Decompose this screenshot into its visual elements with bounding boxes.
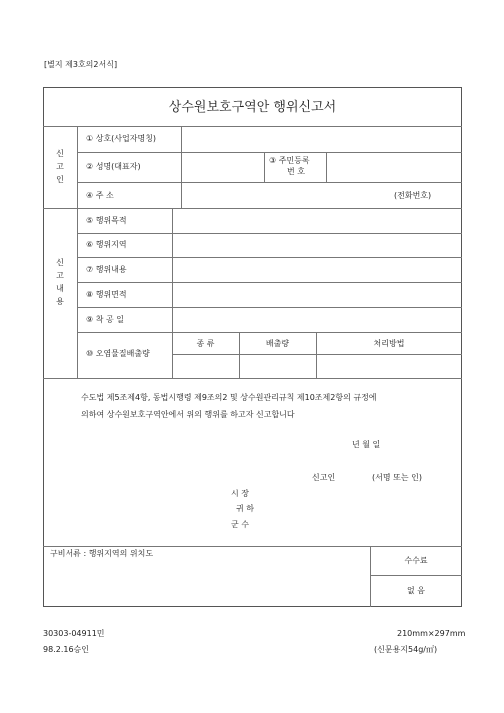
declaration-text: 의하여 상수원보호구역안에서 위의 행위를 하고자 신고합니다 xyxy=(81,410,295,419)
pollutant-amount-header: 배출량 xyxy=(265,339,290,348)
name-label: ② 성명(대표자) xyxy=(86,162,141,171)
row-divider xyxy=(77,307,462,308)
field-column-divider xyxy=(326,152,327,182)
fee-divider xyxy=(370,575,462,576)
declaration-date: 년 월 일 xyxy=(352,440,381,449)
paper-size: 210mm×297mm xyxy=(397,629,466,638)
content-section-label: 내 xyxy=(56,284,64,293)
row-divider xyxy=(77,152,462,153)
paper-spec: (신문용지54g/㎡) xyxy=(374,645,438,654)
pollutant-method-header: 처리방법 xyxy=(373,339,405,348)
reporter-section-label: 신 xyxy=(56,149,64,158)
title-divider xyxy=(43,126,462,127)
form-code: 30303-04911민 xyxy=(43,629,105,638)
purpose-label: ⑤ 행위목적 xyxy=(86,216,127,225)
content-label: ⑦ 행위내용 xyxy=(86,265,127,274)
extent-label: ⑧ 행위면적 xyxy=(86,290,127,299)
recipient-honorific: 귀 하 xyxy=(236,504,254,513)
recipient-mayor: 시 장 xyxy=(231,489,249,498)
fee-label: 수수료 xyxy=(404,556,428,565)
content-section-label: 용 xyxy=(56,297,64,306)
field-column-divider xyxy=(181,126,182,208)
section-divider xyxy=(43,546,462,547)
section-divider xyxy=(43,208,462,209)
pollutant-header-divider xyxy=(172,354,462,355)
reporter-label: 신고인 xyxy=(312,473,336,482)
section-divider xyxy=(43,378,462,379)
row-divider xyxy=(77,233,462,234)
address-label: ④ 주 소 xyxy=(86,191,114,200)
row-divider xyxy=(77,182,462,183)
content-section-label: 고 xyxy=(56,271,64,280)
row-divider xyxy=(77,282,462,283)
fee-column-divider xyxy=(370,546,371,607)
signature-note: (서명 또는 인) xyxy=(372,473,422,482)
reporter-section-label: 인 xyxy=(56,175,64,184)
field-column-divider xyxy=(264,152,265,182)
attachments-label: 구비서류 : 행위지역의 위치도 xyxy=(50,549,154,558)
pollutant-column-divider xyxy=(316,332,317,378)
content-section-label: 신 xyxy=(56,258,64,267)
resident-number-label: 번 호 xyxy=(287,167,305,176)
form-title: 상수원보호구역안 행위신고서 xyxy=(168,100,337,115)
approval-date: 98.2.16승인 xyxy=(43,645,89,654)
business-name-label: ① 상호(사업자명칭) xyxy=(86,134,157,143)
reporter-section-label: 고 xyxy=(56,162,64,171)
form-number: [별지 제3호의2서식] xyxy=(44,60,118,69)
pollutant-label: ⑩ 오염물질배출량 xyxy=(86,349,150,358)
pollutant-type-header: 종 류 xyxy=(196,339,215,348)
phone-label: (전화번호) xyxy=(394,191,432,200)
row-divider xyxy=(77,257,462,258)
row-divider xyxy=(77,332,462,333)
label-column-divider xyxy=(77,126,78,378)
fee-value: 없 음 xyxy=(407,586,425,595)
area-label: ⑥ 행위지역 xyxy=(86,240,127,249)
resident-number-label: ③ 주민등록 xyxy=(269,156,310,165)
pollutant-column-divider xyxy=(239,332,240,378)
field-column-divider xyxy=(172,208,173,378)
declaration-text: 수도법 제5조제4항, 동법시행령 제9조의2 및 상수원관리규칙 제10조제2항의 규정에 xyxy=(81,393,377,402)
recipient-county: 군 수 xyxy=(231,520,249,529)
start-date-label: ⑨ 착 공 일 xyxy=(86,315,124,324)
